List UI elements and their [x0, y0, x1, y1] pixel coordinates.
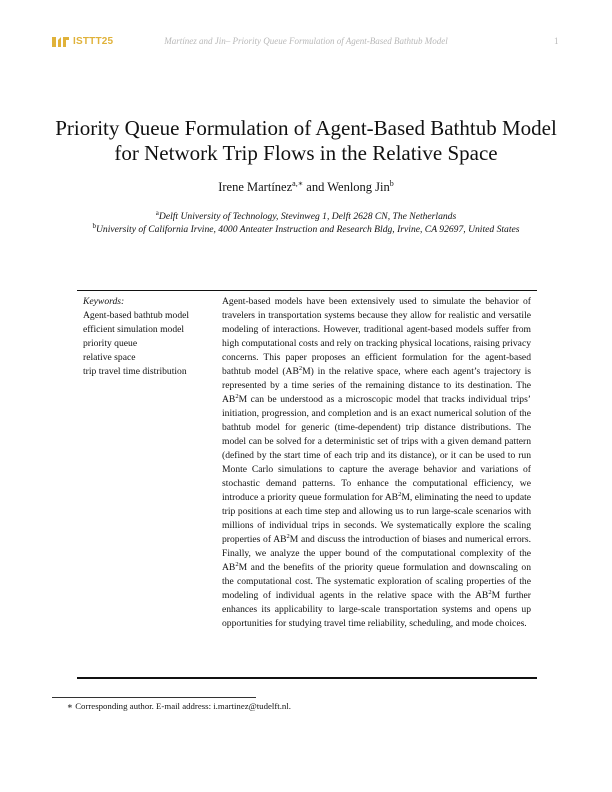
footnote-mark: ∗: [67, 701, 73, 711]
abstract-text: Agent-based models have been extensively used to simulate the behavior of travelers in transportation systems because they allow for realistic and versatile modeling of interactions. However, traditional agent-based models suffer from high computational costs and rely on tracking physical locations, raising privacy concerns. This paper proposes an efficient formulation for the agent-based bathtub model $(AB^2M)$ in the relative space, where each agent’s trajectory is represented by a time series of the remaining distance to its destination. The $AB^2M$ can be understood as a microscopic model that tracks individual trips’ initiation, progression, and completion and is an exact numerical solution of the bathtub model for generic (time-dependent) trip distance distributions. The model can be solved for a deterministic set of trips with a given demand pattern (defined by the start time of each trip and its distance), or it can be used to run Monte Carlo simulations to capture the average behavior and variations of stochastic demand patterns. To enhance the computational efficiency, we introduce a priority queue formulation for $AB^2M$, eliminating the need to update trip positions at each time step and allowing us to run large-scale scenarios with millions of individual trips in seconds. We systematically explore the scaling properties of $AB^2M$ and discuss the introduction of biases and numerical errors. Finally, we analyze the upper bound of the computational complexity of the $AB^2M$ and the benefits of the priority queue formulation and downscaling on the computational cost. The systematic exploration of scaling properties of the modeling of individual agents in the relative space with the $AB^2M$ further enhances its applicability to large-scale transportation systems and opens up opportunities for studying travel time reliability, scheduling, and mode choices.: [222, 296, 532, 629]
model-name: $AB^2M$: [474, 588, 501, 601]
author-list: [0, 179, 612, 195]
author-conjunction: and: [306, 180, 325, 195]
model-name: $AB^2M$: [384, 490, 410, 503]
title-line: Priority Queue Formulation of Agent-Based Bathtub Model: [55, 116, 557, 140]
corresponding-author-footnote: [67, 701, 291, 712]
journal-abbrev: ISTTT25: [73, 36, 114, 47]
author-name: Wenlong Jin: [327, 180, 390, 195]
abstract-bottom-rule: [77, 677, 537, 679]
page-number: 1: [554, 36, 559, 46]
title-line: for Network Trip Flows in the Relative Space: [114, 141, 498, 165]
keyword-item: priority queue: [83, 338, 138, 349]
keyword-item: Agent-based bathtub model: [83, 310, 190, 321]
page-header: [0, 33, 612, 49]
running-title: Martínez and Jin– Priority Queue Formulation of Agent-Based Bathtub Model: [164, 36, 448, 46]
author-affiliation-mark: a,∗: [292, 179, 304, 188]
keywords-block: [83, 295, 213, 379]
keyword-item: trip travel time distribution: [83, 366, 187, 377]
model-name: $AB^2M$: [285, 364, 311, 377]
affiliation: [0, 209, 612, 222]
model-name: $AB^2M$: [222, 392, 248, 405]
keyword-item: relative space: [83, 352, 136, 363]
affiliation-text: University of California Irvine, 4000 Anteater Instruction and Research Bldg, Irvine, CA 92697, United States: [96, 224, 520, 236]
model-name: $AB^2M$: [273, 532, 299, 545]
model-name: $AB^2M$: [222, 560, 248, 573]
keywords-heading: Keywords:: [83, 296, 125, 307]
footnote-text: Corresponding author. E-mail address: i.martinez@tudelft.nl.: [75, 701, 291, 711]
author-affiliation-mark: b: [389, 179, 394, 188]
author-name: Irene Martínez: [218, 180, 293, 195]
affiliation: [0, 222, 612, 235]
footnote-rule: [52, 697, 256, 698]
affiliation-mark: a: [155, 209, 159, 217]
keyword-item: efficient simulation model: [83, 324, 185, 335]
abstract-top-rule: [77, 290, 537, 291]
affiliation-mark: b: [92, 222, 96, 230]
affiliation-text: Delft University of Technology, Stevinweg 1, Delft 2628 CN, The Netherlands: [158, 211, 457, 223]
paper-title: [0, 116, 612, 166]
